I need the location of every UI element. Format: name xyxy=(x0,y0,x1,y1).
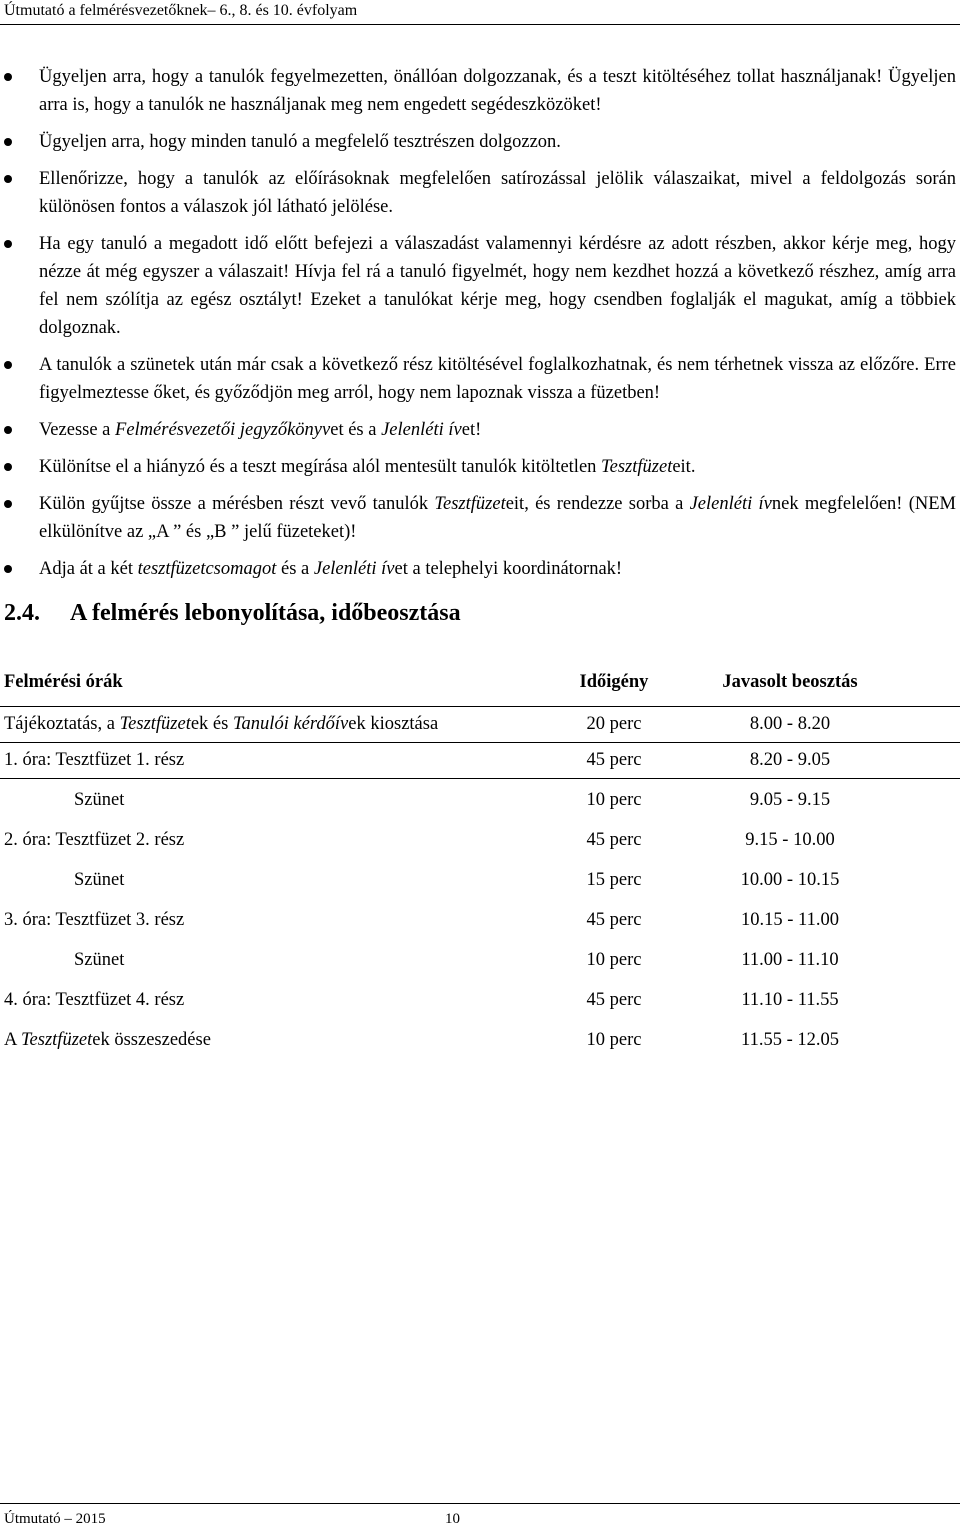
list-item xyxy=(0,63,960,119)
duration-cell: 45 perc xyxy=(586,830,642,850)
text-run: 3. óra: Tesztfüzet 3. rész xyxy=(4,910,185,930)
text-run: et és a xyxy=(330,420,382,440)
list-item xyxy=(0,165,960,221)
text-run: ek kiosztása xyxy=(348,714,439,734)
schedule-cell: 8.20 - 9.05 xyxy=(749,750,831,770)
bullet-icon xyxy=(4,175,12,183)
list-item xyxy=(0,416,960,444)
text-run: eit, és rendezze sorba a xyxy=(505,494,690,514)
text-run: Adja át a két xyxy=(39,559,138,579)
text-run: Szünet xyxy=(74,790,125,810)
row-rule xyxy=(0,778,960,779)
schedule-cell: 10.00 - 10.15 xyxy=(740,870,840,890)
text-run: Szünet xyxy=(74,950,125,970)
bullet-icon xyxy=(4,361,12,369)
text-run: et a telephelyi koordinátornak! xyxy=(394,559,623,579)
footer-divider xyxy=(0,1503,960,1504)
duration-cell: 45 perc xyxy=(586,910,642,930)
italic-run: Tesztfüzet xyxy=(119,714,191,734)
text-run: eit. xyxy=(672,457,696,477)
list-item xyxy=(0,555,960,583)
text-run: 2. óra: Tesztfüzet 2. rész xyxy=(4,830,185,850)
list-item xyxy=(0,128,960,156)
text-run: Ügyeljen arra, hogy minden tanuló a megfelelő tesztrészen dolgozzon. xyxy=(39,132,561,152)
italic-run: Felmérésvezetői jegyzőkönyv xyxy=(115,420,331,440)
list-item xyxy=(0,230,960,342)
duration-cell: 10 perc xyxy=(586,1030,642,1050)
header-duration: Időigény xyxy=(579,672,649,692)
schedule-cell: 9.15 - 10.00 xyxy=(745,830,835,850)
schedule-cell: 9.05 - 9.15 xyxy=(749,790,831,810)
session-cell xyxy=(74,950,124,971)
text-run: nek megfelelően! (NEM elkülönítve az „A ” és „B ” jelű füzeteket)! xyxy=(39,494,956,542)
bullet-icon xyxy=(4,463,12,471)
row-rule xyxy=(0,742,960,743)
session-cell xyxy=(4,750,184,771)
text-run: Tájékoztatás, a xyxy=(4,714,120,734)
bullet-icon xyxy=(4,426,12,434)
bullet-icon xyxy=(4,240,12,248)
duration-cell: 45 perc xyxy=(586,750,642,770)
footer-label: Útmutató – 2015 xyxy=(4,1511,106,1527)
table-row xyxy=(0,1024,960,1064)
instruction-list xyxy=(0,63,960,592)
schedule-cell: 10.15 - 11.00 xyxy=(741,910,839,930)
text-run: ek összeszedése xyxy=(92,1030,211,1050)
text-run: Ha egy tanuló a megadott idő előtt befejezi a válaszadást valamennyi kérdésre az adott részben, akkor kérje meg, hogy nézze át még egyszer a válaszait! Hívja fel rá a tanuló figyelmét, hogy nem kezdhet hozzá a következő részhez, amíg arra fel nem szólítja az egész osztályt! Ezeket a tanulókat kérje meg, hogy csendben foglalják el magukat, amíg a többiek dolgoznak. xyxy=(39,234,956,338)
text-run: 4. óra: Tesztfüzet 4. rész xyxy=(4,990,185,1010)
text-run: et! xyxy=(461,420,482,440)
text-run: A xyxy=(4,1030,21,1050)
session-cell xyxy=(4,714,438,735)
text-run: ek és xyxy=(190,714,233,734)
session-cell xyxy=(74,870,124,891)
table-row xyxy=(0,784,960,824)
schedule-cell: 11.00 - 11.10 xyxy=(741,950,839,970)
text-run: Különítse el a hiányzó és a teszt megírása alól mentesült tanulók kitöltetlen xyxy=(39,457,602,477)
session-cell xyxy=(4,1030,211,1051)
page-number: 10 xyxy=(445,1511,460,1527)
table-header-row xyxy=(0,664,960,704)
section-number: 2.4. xyxy=(4,600,40,626)
running-header: Útmutató a felmérésvezetőknek– 6., 8. és 10. évfolyam xyxy=(4,2,358,19)
list-item xyxy=(0,490,960,546)
table-row xyxy=(0,984,960,1024)
table-header-rule xyxy=(0,706,960,707)
session-cell xyxy=(4,830,184,851)
text-run: és a xyxy=(276,559,314,579)
schedule-cell: 11.55 - 12.05 xyxy=(741,1030,839,1050)
text-run: Ellenőrizze, hogy a tanulók az előírásoknak megfelelően satírozással jelölik válaszaikat, mivel a feldolgozás során különösen fontos a válaszok jól látható jelölése. xyxy=(39,169,956,217)
text-run: Külön gyűjtse össze a mérésben részt vevő tanulók xyxy=(39,494,435,514)
session-cell xyxy=(4,910,184,931)
list-item xyxy=(0,453,960,481)
session-cell xyxy=(4,990,184,1011)
header-divider xyxy=(0,24,960,25)
list-item xyxy=(0,351,960,407)
duration-cell: 20 perc xyxy=(586,714,642,734)
bullet-icon xyxy=(4,138,12,146)
bullet-icon xyxy=(4,73,12,81)
italic-run: Jelenléti ív xyxy=(313,559,395,579)
text-run: Szünet xyxy=(74,870,125,890)
header-schedule: Javasolt beosztás xyxy=(722,672,858,692)
table-row xyxy=(0,864,960,904)
session-cell xyxy=(74,790,124,811)
text-run: Vezesse a xyxy=(39,420,116,440)
text-run: 1. óra: Tesztfüzet 1. rész xyxy=(4,750,185,770)
duration-cell: 15 perc xyxy=(586,870,642,890)
table-row xyxy=(0,824,960,864)
italic-run: Jelenléti ív xyxy=(689,494,772,514)
section-heading xyxy=(4,600,461,627)
duration-cell: 10 perc xyxy=(586,790,642,810)
section-title: A felmérés lebonyolítása, időbeosztása xyxy=(70,600,461,626)
italic-run: tesztfüzetcsomagot xyxy=(137,559,277,579)
bullet-icon xyxy=(4,500,12,508)
schedule-cell: 11.10 - 11.55 xyxy=(741,990,839,1010)
schedule-table xyxy=(0,664,960,1050)
italic-run: Tanulói kérdőív xyxy=(232,714,349,734)
header-sessions: Felmérési órák xyxy=(4,672,123,692)
schedule-cell: 8.00 - 8.20 xyxy=(749,714,831,734)
text-run: A tanulók a szünetek után már csak a következő rész kitöltésével foglalkozhatnak, és nem térhetnek vissza az előzőre. Erre figyelmeztesse őket, és győződjön meg arról, hogy nem lapoznak vissza a füzetben! xyxy=(39,355,956,403)
duration-cell: 10 perc xyxy=(586,950,642,970)
italic-run: Tesztfüzet xyxy=(434,494,506,514)
table-row xyxy=(0,904,960,944)
italic-run: Jelenléti ív xyxy=(381,420,462,440)
duration-cell: 45 perc xyxy=(586,990,642,1010)
italic-run: Tesztfüzet xyxy=(601,457,673,477)
italic-run: Tesztfüzet xyxy=(20,1030,93,1050)
table-row xyxy=(0,944,960,984)
bullet-icon xyxy=(4,565,12,573)
text-run: Ügyeljen arra, hogy a tanulók fegyelmezetten, önállóan dolgozzanak, és a teszt kitöltéséhez tollat használjanak! Ügyeljen arra is, hogy a tanulók ne használjanak meg nem engedett segédeszközöket! xyxy=(39,67,956,115)
